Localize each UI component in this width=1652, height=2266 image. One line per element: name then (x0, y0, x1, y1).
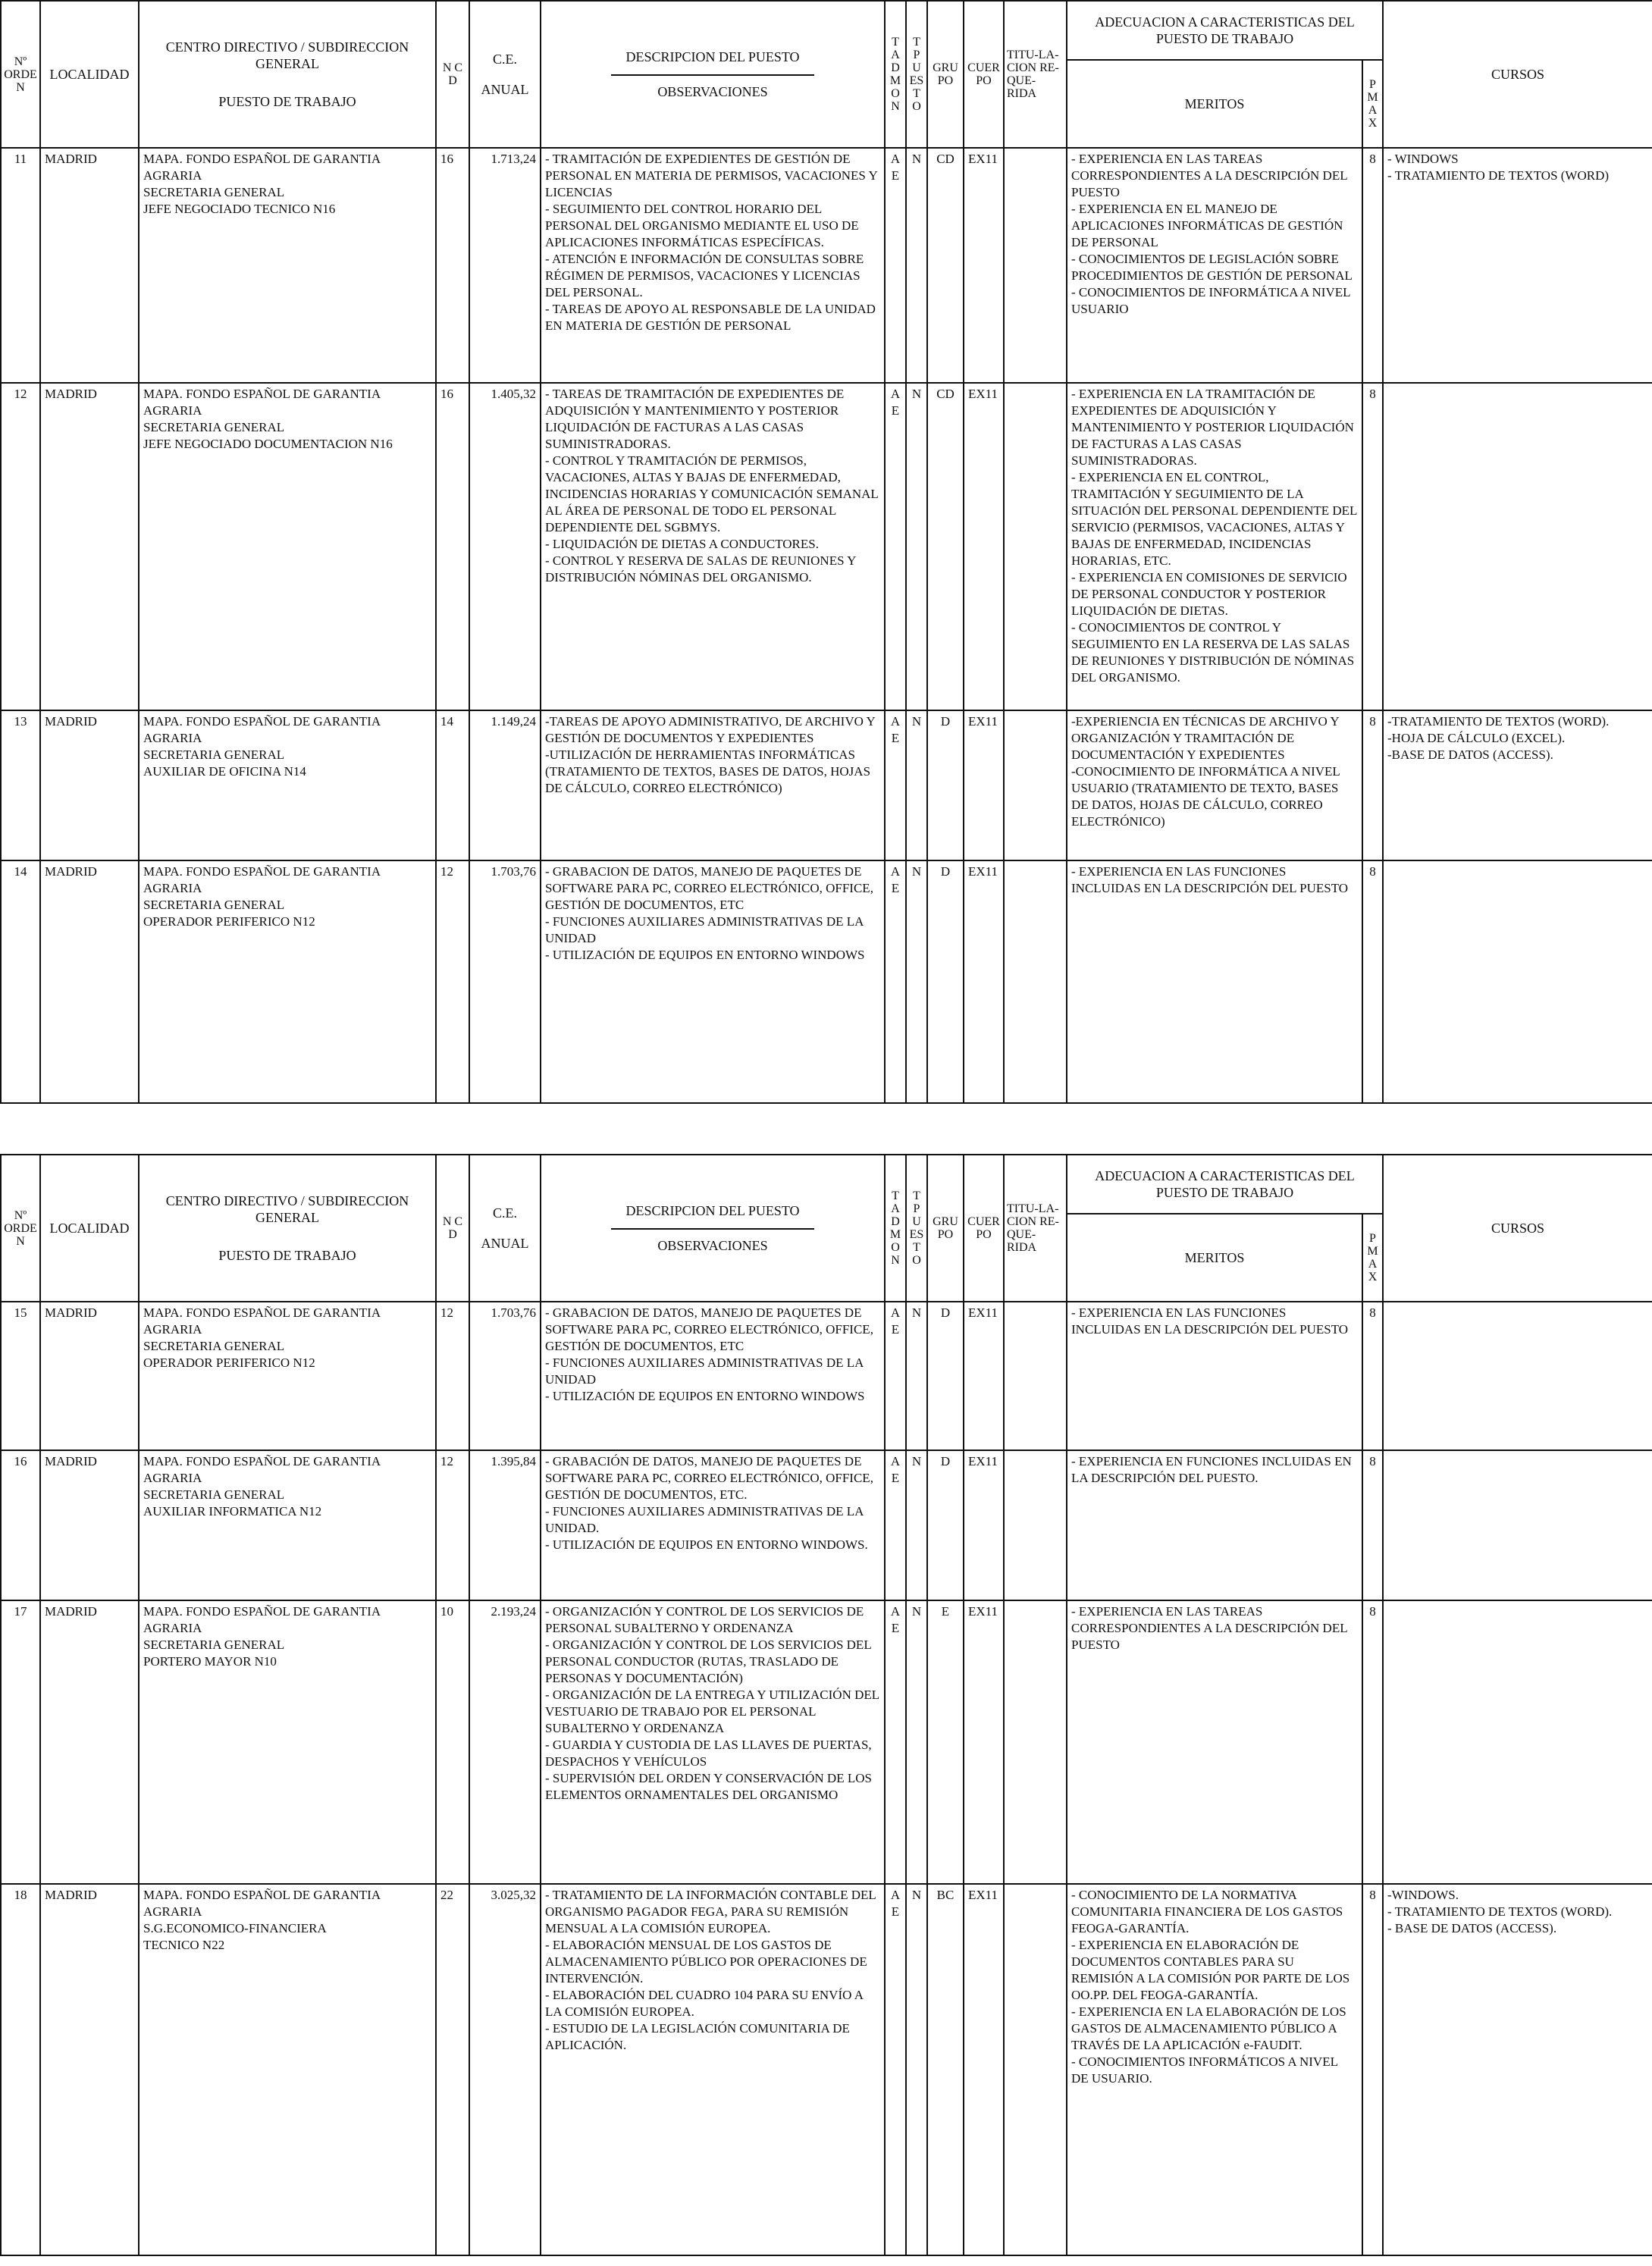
header-adecuacion: ADECUACION A CARACTERISTICAS DEL PUESTO DE TRABAJO (1067, 1, 1383, 60)
cell-tadmon: AE (885, 148, 906, 383)
header-titulacion (1004, 1, 1067, 148)
cell-cursos: - WINDOWS - TRATAMIENTO DE TEXTOS (WORD) (1383, 148, 1652, 383)
header-cuerpo (964, 1155, 1004, 1302)
header-meritos: MERITOS (1067, 1214, 1362, 1302)
cell-orden: 16 (1, 1450, 40, 1600)
cell-localidad: MADRID (40, 148, 139, 383)
header-centro-line2: PUESTO DE TRABAJO (218, 94, 356, 109)
cell-ncd: 16 (436, 148, 469, 383)
cell-cursos: -WINDOWS. - TRATAMIENTO DE TEXTOS (WORD). - BASE DE DATOS (ACCESS). (1383, 1884, 1652, 2255)
header-descripcion (541, 1155, 885, 1302)
cell-ce: 1.405,32 (469, 383, 541, 710)
cell-cuerpo: EX11 (964, 148, 1004, 383)
header-titulacion-text: TITU-LA-CION RE-QUE-RIDA (1007, 1202, 1059, 1254)
cell-centro: MAPA. FONDO ESPAÑOL DE GARANTIA AGRARIA SECRETARIA GENERAL PORTERO MAYOR N10 (139, 1600, 436, 1884)
cell-titulacion (1004, 1600, 1067, 1884)
cell-titulacion (1004, 1302, 1067, 1450)
cell-descripcion: - GRABACIÓN DE DATOS, MANEJO DE PAQUETES DE SOFTWARE PARA PC, CORREO ELECTRÓNICO, OFFICE, GESTIÓN DE DOCUMENTOS, ETC. - FUNCIONES AUXILIARES ADMINISTRATIVAS DE LA UNIDAD. - UTILIZACIÓN DE EQUIPOS EN ENTORNO WINDOWS. (541, 1450, 885, 1600)
header-orden (1, 1, 40, 148)
header-centro (139, 1, 436, 148)
cell-meritos: - EXPERIENCIA EN LAS FUNCIONES INCLUIDAS EN LA DESCRIPCIÓN DEL PUESTO (1067, 1302, 1362, 1450)
header-localidad: LOCALIDAD (40, 1, 139, 148)
cell-meritos: - EXPERIENCIA EN FUNCIONES INCLUIDAS EN LA DESCRIPCIÓN DEL PUESTO. (1067, 1450, 1362, 1600)
cell-titulacion (1004, 710, 1067, 860)
cell-ncd: 12 (436, 1302, 469, 1450)
header-adecuacion: ADECUACION A CARACTERISTICAS DEL PUESTO DE TRABAJO (1067, 1155, 1383, 1214)
header-meritos: MERITOS (1067, 60, 1362, 148)
cell-cuerpo: EX11 (964, 710, 1004, 860)
cell-grupo: E (927, 1600, 964, 1884)
cell-tpuesto: N (906, 710, 927, 860)
cell-cursos (1383, 860, 1652, 1103)
cell-centro: MAPA. FONDO ESPAÑOL DE GARANTIA AGRARIA SECRETARIA GENERAL JEFE NEGOCIADO DOCUMENTACION N16 (139, 383, 436, 710)
cell-tpuesto: N (906, 148, 927, 383)
cell-pmax: 8 (1362, 860, 1383, 1103)
table-row (1, 710, 1652, 860)
cell-tadmon: AE (885, 710, 906, 860)
page-block-1 (0, 0, 1652, 1104)
cell-meritos: - EXPERIENCIA EN LAS TAREAS CORRESPONDIENTES A LA DESCRIPCIÓN DEL PUESTO - EXPERIENCIA EN EL MANEJO DE APLICACIONES INFORMÁTICAS DE GESTIÓN DE PERSONAL - CONOCIMIENTOS DE LEGISLACIÓN SOBRE PROCEDIMIENTOS DE GESTIÓN DE PERSONAL - CONOCIMIENTOS DE INFORMÁTICA A NIVEL USUARIO (1067, 148, 1362, 383)
cell-ncd: 12 (436, 1450, 469, 1600)
header-tpuesto-text: T PUESTO (909, 1189, 924, 1267)
cell-tpuesto: N (906, 1450, 927, 1600)
cell-ncd: 16 (436, 383, 469, 710)
header-tadmon-text: T ADMON (889, 36, 901, 113)
table-row (1, 1600, 1652, 1884)
cell-ncd: 14 (436, 710, 469, 860)
header-ce-line1: C.E. (492, 1205, 517, 1221)
cell-cursos (1383, 1450, 1652, 1600)
cell-grupo: D (927, 1450, 964, 1600)
header-ncd (436, 1, 469, 148)
header-pmax (1362, 60, 1383, 148)
cell-titulacion (1004, 148, 1067, 383)
cell-cuerpo: EX11 (964, 1450, 1004, 1600)
cell-ncd: 12 (436, 860, 469, 1103)
cell-pmax: 8 (1362, 148, 1383, 383)
table-row (1, 383, 1652, 710)
cell-grupo: CD (927, 148, 964, 383)
header-centro-line2: PUESTO DE TRABAJO (218, 1248, 356, 1263)
header-orden-text: Nº ORDEN (4, 55, 37, 94)
cell-titulacion (1004, 1884, 1067, 2255)
header-centro (139, 1155, 436, 1302)
header-tpuesto-text: T PUESTO (909, 36, 924, 113)
cell-orden: 17 (1, 1600, 40, 1884)
cell-orden: 13 (1, 710, 40, 860)
header-divider (611, 1228, 814, 1230)
cell-orden: 11 (1, 148, 40, 383)
table-row (1, 1884, 1652, 2255)
header-tadmon-text: T ADMON (889, 1189, 901, 1267)
cell-descripcion: -TAREAS DE APOYO ADMINISTRATIVO, DE ARCHIVO Y GESTIÓN DE DOCUMENTOS Y EXPEDIENTES -UTILIZACIÓN DE HERRAMIENTAS INFORMÁTICAS (TRATAMIENTO DE TEXTOS, BASES DE DATOS, HOJAS DE CÁLCULO, CORREO ELECTRÓNICO) (541, 710, 885, 860)
header-desc-line1: DESCRIPCION DEL PUESTO (625, 1203, 800, 1218)
positions-table (0, 1154, 1652, 2256)
header-titulacion (1004, 1155, 1067, 1302)
cell-pmax: 8 (1362, 383, 1383, 710)
cell-cuerpo: EX11 (964, 1600, 1004, 1884)
cell-ce: 1.703,76 (469, 860, 541, 1103)
header-grupo-text: GRUPO (933, 61, 958, 87)
header-descripcion (541, 1, 885, 148)
header-tpuesto (906, 1155, 927, 1302)
cell-tpuesto: N (906, 1884, 927, 2255)
header-orden-text: Nº ORDEN (4, 1208, 37, 1248)
header-grupo-text: GRUPO (933, 1215, 958, 1241)
cell-tadmon: AE (885, 1450, 906, 1600)
header-ncd (436, 1155, 469, 1302)
cell-ncd: 22 (436, 1884, 469, 2255)
cell-tadmon: AE (885, 383, 906, 710)
cell-tadmon: AE (885, 860, 906, 1103)
header-ce-line2: ANUAL (481, 82, 529, 97)
cell-tadmon: AE (885, 1884, 906, 2255)
cell-localidad: MADRID (40, 1450, 139, 1600)
cell-cuerpo: EX11 (964, 860, 1004, 1103)
cell-ncd: 10 (436, 1600, 469, 1884)
cell-tpuesto: N (906, 860, 927, 1103)
cell-titulacion (1004, 383, 1067, 710)
cell-tadmon: AE (885, 1600, 906, 1884)
cell-localidad: MADRID (40, 710, 139, 860)
header-desc-line2: OBSERVACIONES (657, 1238, 768, 1253)
cell-grupo: CD (927, 383, 964, 710)
cell-tpuesto: N (906, 383, 927, 710)
cell-localidad: MADRID (40, 1600, 139, 1884)
header-desc-line2: OBSERVACIONES (657, 84, 768, 99)
cell-cursos (1383, 1600, 1652, 1884)
cell-centro: MAPA. FONDO ESPAÑOL DE GARANTIA AGRARIA SECRETARIA GENERAL OPERADOR PERIFERICO N12 (139, 860, 436, 1103)
cell-localidad: MADRID (40, 1884, 139, 2255)
header-grupo (927, 1155, 964, 1302)
cell-cuerpo: EX11 (964, 1302, 1004, 1450)
cell-ce: 1.395,84 (469, 1450, 541, 1600)
header-cuerpo (964, 1, 1004, 148)
cell-cursos: -TRATAMIENTO DE TEXTOS (WORD). -HOJA DE CÁLCULO (EXCEL). -BASE DE DATOS (ACCESS). (1383, 710, 1652, 860)
cell-pmax: 8 (1362, 1302, 1383, 1450)
cell-descripcion: - TRATAMIENTO DE LA INFORMACIÓN CONTABLE DEL ORGANISMO PAGADOR FEGA, PARA SU REMISIÓN MENSUAL A LA COMISIÓN EUROPEA. - ELABORACIÓN MENSUAL DE LOS GASTOS DE ALMACENAMIENTO PÚBLICO POR OPERACIONES DE INTERVENCIÓN. - ELABORACIÓN DEL CUADRO 104 PARA SU ENVÍO A LA COMISIÓN EUROPEA. - ESTUDIO DE LA LEGISLACIÓN COMUNITARIA DE APLICACIÓN. (541, 1884, 885, 2255)
header-cuerpo-text: CUERPO (967, 61, 1000, 87)
cell-ce: 1.713,24 (469, 148, 541, 383)
header-titulacion-text: TITU-LA-CION RE-QUE-RIDA (1007, 49, 1059, 100)
cell-meritos: - EXPERIENCIA EN LA TRAMITACIÓN DE EXPEDIENTES DE ADQUISICIÓN Y MANTENIMIENTO Y POSTERIOR LIQUIDACIÓN DE FACTURAS A LAS CASAS SUMINISTRADORAS. - EXPERIENCIA EN EL CONTROL, TRAMITACIÓN Y SEGUIMIENTO DE LA SITUACIÓN DEL PERSONAL DEPENDIENTE DEL SERVICIO (PERMISOS, VACACIONES, ALTAS Y BAJAS DE ENFERMEDAD, INCIDENCIAS HORARIAS, ETC. - EXPERIENCIA EN COMISIONES DE SERVICIO DE PERSONAL CONDUCTOR Y POSTERIOR LIQUIDACIÓN DE DIETAS. - CONOCIMIENTOS DE CONTROL Y SEGUIMIENTO EN LA RESERVA DE LAS SALAS DE REUNIONES Y DISTRIBUCIÓN DE NÓMINAS DEL ORGANISMO. (1067, 383, 1362, 710)
header-cuerpo-text: CUERPO (967, 1215, 1000, 1241)
cell-localidad: MADRID (40, 383, 139, 710)
cell-descripcion: - GRABACION DE DATOS, MANEJO DE PAQUETES DE SOFTWARE PARA PC, CORREO ELECTRÓNICO, OFFICE, GESTIÓN DE DOCUMENTOS, ETC - FUNCIONES AUXILIARES ADMINISTRATIVAS DE LA UNIDAD - UTILIZACIÓN DE EQUIPOS EN ENTORNO WINDOWS (541, 860, 885, 1103)
cell-pmax: 8 (1362, 710, 1383, 860)
cell-centro: MAPA. FONDO ESPAÑOL DE GARANTIA AGRARIA SECRETARIA GENERAL AUXILIAR DE OFICINA N14 (139, 710, 436, 860)
table-row (1, 860, 1652, 1103)
header-tpuesto (906, 1, 927, 148)
cell-tpuesto: N (906, 1600, 927, 1884)
cell-meritos: - EXPERIENCIA EN LAS TAREAS CORRESPONDIENTES A LA DESCRIPCIÓN DEL PUESTO (1067, 1600, 1362, 1884)
cell-localidad: MADRID (40, 1302, 139, 1450)
cell-pmax: 8 (1362, 1884, 1383, 2255)
header-pmax-text: P MAX (1367, 1232, 1378, 1283)
header-ce-line2: ANUAL (481, 1236, 529, 1251)
cell-ce: 1.149,24 (469, 710, 541, 860)
cell-centro: MAPA. FONDO ESPAÑOL DE GARANTIA AGRARIA SECRETARIA GENERAL OPERADOR PERIFERICO N12 (139, 1302, 436, 1450)
cell-meritos: -EXPERIENCIA EN TÉCNICAS DE ARCHIVO Y ORGANIZACIÓN Y TRAMITACIÓN DE DOCUMENTACIÓN Y EXPEDIENTES -CONOCIMIENTO DE INFORMÁTICA A NIVEL USUARIO (TRATAMIENTO DE TEXTO, BASES DE DATOS, HOJAS DE CÁLCULO, CORREO ELECTRÓNICO) (1067, 710, 1362, 860)
cell-grupo: D (927, 710, 964, 860)
header-ncd-text: N C D (442, 61, 463, 87)
header-pmax (1362, 1214, 1383, 1302)
header-orden (1, 1155, 40, 1302)
cell-descripcion: - TAREAS DE TRAMITACIÓN DE EXPEDIENTES DE ADQUISICIÓN Y MANTENIMIENTO Y POSTERIOR LIQUIDACIÓN DE FACTURAS A LAS CASAS SUMINISTRADORAS. - CONTROL Y TRAMITACIÓN DE PERMISOS, VACACIONES, ALTAS Y BAJAS DE ENFERMEDAD, INCIDENCIAS HORARIAS Y COMUNICACIÓN SEMANAL AL ÁREA DE PERSONAL DE TODO EL PERSONAL DEPENDIENTE DEL SGBMYS. - LIQUIDACIÓN DE DIETAS A CONDUCTORES. - CONTROL Y RESERVA DE SALAS DE REUNIONES Y DISTRIBUCIÓN NÓMINAS DEL ORGANISMO. (541, 383, 885, 710)
cell-meritos: - CONOCIMIENTO DE LA NORMATIVA COMUNITARIA FINANCIERA DE LOS GASTOS FEOGA-GARANTÍA. - EXPERIENCIA EN ELABORACIÓN DE DOCUMENTOS CONTABLES PARA SU REMISIÓN A LA COMISIÓN POR PARTE DE LOS OO.PP. DEL FEOGA-GARANTÍA. - EXPERIENCIA EN LA ELABORACIÓN DE LOS GASTOS DE ALMACENAMIENTO PÚBLICO A TRAVÉS DE LA APLICACIÓN e-FAUDIT. - CONOCIMIENTOS INFORMÁTICOS A NIVEL DE USUARIO. (1067, 1884, 1362, 2255)
table-row (1, 1450, 1652, 1600)
header-cursos: CURSOS (1383, 1, 1652, 148)
header-divider (611, 74, 814, 76)
header-localidad: LOCALIDAD (40, 1155, 139, 1302)
cell-centro: MAPA. FONDO ESPAÑOL DE GARANTIA AGRARIA S.G.ECONOMICO-FINANCIERA TECNICO N22 (139, 1884, 436, 2255)
table-row (1, 148, 1652, 383)
cell-pmax: 8 (1362, 1450, 1383, 1600)
header-tadmon (885, 1, 906, 148)
cell-tpuesto: N (906, 1302, 927, 1450)
cell-orden: 15 (1, 1302, 40, 1450)
cell-ce: 1.703,76 (469, 1302, 541, 1450)
cell-grupo: D (927, 860, 964, 1103)
cell-descripcion: - ORGANIZACIÓN Y CONTROL DE LOS SERVICIOS DE PERSONAL SUBALTERNO Y ORDENANZA - ORGANIZACIÓN Y CONTROL DE LOS SERVICIOS DEL PERSONAL CONDUCTOR (RUTAS, TRASLADO DE PERSONAS Y DOCUMENTACIÓN) - ORGANIZACIÓN DE LA ENTREGA Y UTILIZACIÓN DEL VESTUARIO DE TRABAJO POR EL PERSONAL SUBALTERNO Y ORDENANZA - GUARDIA Y CUSTODIA DE LAS LLAVES DE PUERTAS, DESPACHOS Y VEHÍCULOS - SUPERVISIÓN DEL ORDEN Y CONSERVACIÓN DE LOS ELEMENTOS ORNAMENTALES DEL ORGANISMO (541, 1600, 885, 1884)
cell-meritos: - EXPERIENCIA EN LAS FUNCIONES INCLUIDAS EN LA DESCRIPCIÓN DEL PUESTO (1067, 860, 1362, 1103)
table-row (1, 1302, 1652, 1450)
header-ce-line1: C.E. (492, 52, 517, 67)
header-tadmon (885, 1155, 906, 1302)
cell-cuerpo: EX11 (964, 383, 1004, 710)
cell-titulacion (1004, 860, 1067, 1103)
cell-tadmon: AE (885, 1302, 906, 1450)
cell-centro: MAPA. FONDO ESPAÑOL DE GARANTIA AGRARIA SECRETARIA GENERAL JEFE NEGOCIADO TECNICO N16 (139, 148, 436, 383)
cell-pmax: 8 (1362, 1600, 1383, 1884)
header-ce (469, 1, 541, 148)
page-block-2 (0, 1154, 1652, 2256)
header-cursos: CURSOS (1383, 1155, 1652, 1302)
cell-grupo: D (927, 1302, 964, 1450)
cell-descripcion: - GRABACION DE DATOS, MANEJO DE PAQUETES DE SOFTWARE PARA PC, CORREO ELECTRÓNICO, OFFICE, GESTIÓN DE DOCUMENTOS, ETC - FUNCIONES AUXILIARES ADMINISTRATIVAS DE LA UNIDAD - UTILIZACIÓN DE EQUIPOS EN ENTORNO WINDOWS (541, 1302, 885, 1450)
cell-cuerpo: EX11 (964, 1884, 1004, 2255)
cell-centro: MAPA. FONDO ESPAÑOL DE GARANTIA AGRARIA SECRETARIA GENERAL AUXILIAR INFORMATICA N12 (139, 1450, 436, 1600)
header-centro-line1: CENTRO DIRECTIVO / SUBDIRECCION GENERAL (165, 39, 409, 71)
cell-ce: 2.193,24 (469, 1600, 541, 1884)
positions-table (0, 0, 1652, 1104)
cell-cursos (1383, 1302, 1652, 1450)
cell-cursos (1383, 383, 1652, 710)
cell-orden: 14 (1, 860, 40, 1103)
header-pmax-text: P MAX (1367, 78, 1378, 130)
cell-ce: 3.025,32 (469, 1884, 541, 2255)
cell-titulacion (1004, 1450, 1067, 1600)
header-desc-line1: DESCRIPCION DEL PUESTO (625, 49, 800, 64)
header-centro-line1: CENTRO DIRECTIVO / SUBDIRECCION GENERAL (165, 1193, 409, 1225)
header-ce (469, 1155, 541, 1302)
header-grupo (927, 1, 964, 148)
cell-descripcion: - TRAMITACIÓN DE EXPEDIENTES DE GESTIÓN DE PERSONAL EN MATERIA DE PERMISOS, VACACIONES Y LICENCIAS - SEGUIMIENTO DEL CONTROL HORARIO DEL PERSONAL DEL ORGANISMO MEDIANTE EL USO DE APLICACIONES INFORMÁTICAS ESPECÍFICAS. - ATENCIÓN E INFORMACIÓN DE CONSULTAS SOBRE RÉGIMEN DE PERMISOS, VACACIONES Y LICENCIAS DEL PERSONAL. - TAREAS DE APOYO AL RESPONSABLE DE LA UNIDAD EN MATERIA DE GESTIÓN DE PERSONAL (541, 148, 885, 383)
cell-grupo: BC (927, 1884, 964, 2255)
header-ncd-text: N C D (442, 1215, 463, 1241)
cell-orden: 18 (1, 1884, 40, 2255)
cell-localidad: MADRID (40, 860, 139, 1103)
cell-orden: 12 (1, 383, 40, 710)
